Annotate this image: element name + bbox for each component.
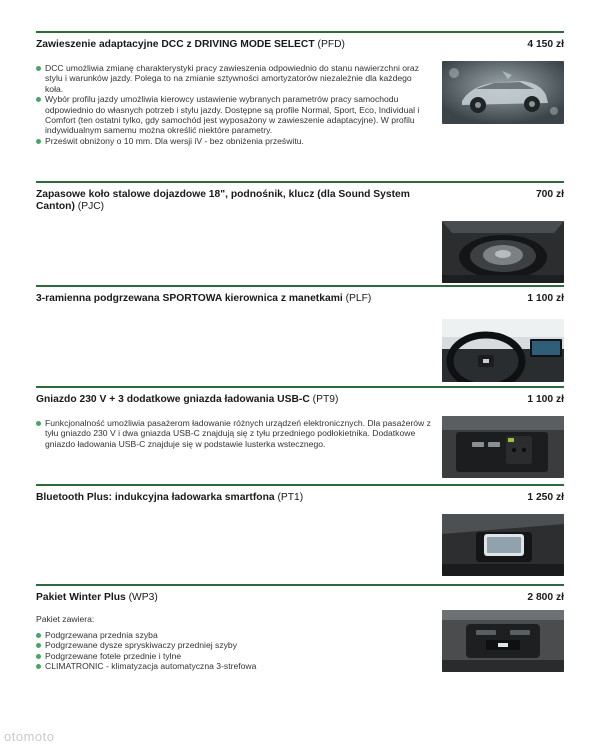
option-title: 3-ramienna podgrzewana SPORTOWA kierownica z manetkami (PLF)	[36, 293, 372, 304]
option-dcc	[36, 31, 564, 181]
list-item: Prześwit obniżony o 10 mm. Dla wersji iV - bez obniżenia prześwitu.	[36, 136, 431, 146]
pack-intro: Pakiet zawiera:	[36, 614, 95, 624]
option-spare-wheel	[36, 181, 564, 285]
option-price: 2 800 zł	[527, 592, 564, 603]
option-price: 1 100 zł	[527, 394, 564, 405]
list-item: Podgrzewana przednia szyba	[36, 630, 431, 640]
option-winter-pack	[36, 584, 564, 688]
list-item: Wybór profilu jazdy umożliwia kierowcy ustawienie wybranych parametrów pracy samochodu odpowiednio do własnych potrzeb i stylu jazdy. Dostępne są profile Normal, Sport, Eco, Individual i Comfort (ten ostatni tylko, gdy samochód jest wyposażony w zawieszenie adaptacyjne). W profilu indywidualnym samemu można określić niektóre parametry.	[36, 94, 431, 136]
option-bullets	[36, 63, 431, 146]
socket-image	[442, 416, 564, 478]
section-divider	[36, 31, 564, 33]
spare-wheel-image	[442, 221, 564, 283]
climatronic-image	[442, 610, 564, 672]
option-title: Bluetooth Plus: indukcyjna ładowarka smartfona (PT1)	[36, 492, 304, 503]
list-item: DCC umożliwia zmianę charakterystyki pracy zawieszenia odpowiednio do stanu nawierzchni oraz stylu i warunków jazdy. Polega to na zmianie sztywności amortyzatorów niezależnie dla każdego koła.	[36, 63, 431, 94]
section-divider	[36, 285, 564, 287]
option-title: Pakiet Winter Plus (WP3)	[36, 592, 158, 603]
option-wireless-charger	[36, 484, 564, 584]
list-item: Funkcjonalność umożliwia pasażerom ładowanie różnych urządzeń elektronicznych. Dla pasażerów z tyłu gniazdo 230 V i dwa gniazda USB-C znajdują się z tyłu przedniego podłokietnika. Dodatkowe gniazdo ładowania USB-C znajduje się w podstawie lusterka wstecznego.	[36, 418, 431, 449]
section-divider	[36, 181, 564, 183]
list-item: Podgrzewane dysze spryskiwaczy przedniej szyby	[36, 640, 431, 650]
list-item: CLIMATRONIC - klimatyzacja automatyczna 3-strefowa	[36, 661, 431, 671]
wireless-charger-image	[442, 514, 564, 576]
steering-wheel-image	[442, 319, 564, 382]
option-bullets	[36, 418, 431, 449]
option-title: Zapasowe koło stalowe dojazdowe 18", podnośnik, klucz (dla Sound System Canton) (PJC)	[36, 189, 410, 212]
option-price: 700 zł	[535, 189, 564, 200]
option-title: Gniazdo 230 V + 3 dodatkowe gniazda ładowania USB-C (PT9)	[36, 394, 339, 405]
option-title: Zawieszenie adaptacyjne DCC z DRIVING MODE SELECT (PFD)	[36, 39, 345, 50]
option-price: 1 250 zł	[527, 492, 564, 503]
option-bullets	[36, 630, 431, 672]
option-price: 1 100 zł	[527, 293, 564, 304]
watermark: otomoto	[4, 729, 55, 744]
list-item: Podgrzewane fotele przednie i tylne	[36, 651, 431, 661]
option-price: 4 150 zł	[527, 39, 564, 50]
section-divider	[36, 484, 564, 486]
option-socket-230v	[36, 386, 564, 484]
section-divider	[36, 584, 564, 586]
option-steering-wheel	[36, 285, 564, 386]
section-divider	[36, 386, 564, 388]
car-suspension-image	[442, 61, 564, 124]
